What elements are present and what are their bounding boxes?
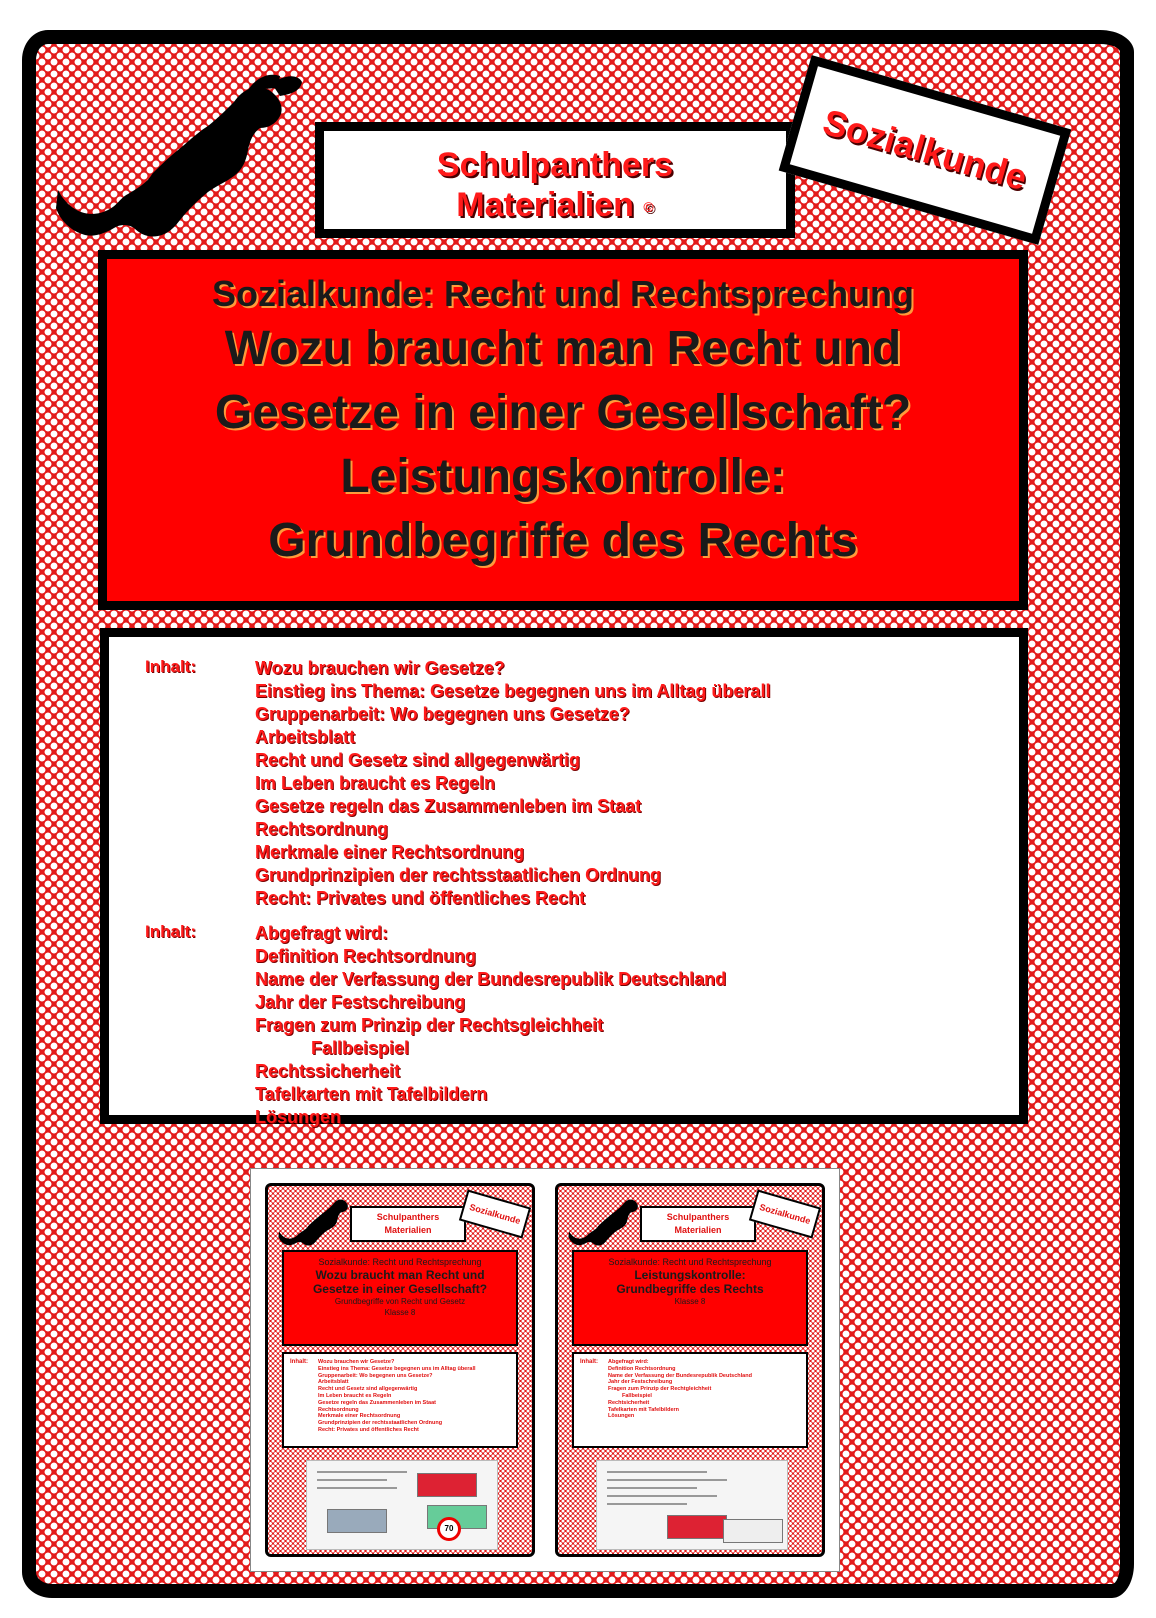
thumb-page-collage: [596, 1460, 788, 1550]
thumb-title-box: Sozialkunde: Recht und Rechtsprechung Leistungskontrolle: Grundbegriffe des Rechts Klasse 8: [572, 1250, 808, 1346]
section-label: Inhalt:: [145, 657, 196, 676]
brand-subtitle: Materialien ©: [456, 186, 654, 224]
list-item: Einstieg ins Thema: Gesetze begegnen uns im Alltag überall: [255, 681, 771, 701]
section-list: [255, 922, 726, 1129]
thumb-brand: Schulpanthers Materialien: [640, 1206, 756, 1242]
list-item: Wozu brauchen wir Gesetze?: [255, 658, 505, 678]
topic-heading: Sozialkunde: Recht und Rechtsprechung: [211, 273, 915, 314]
title-line-1: Wozu braucht man Recht und: [224, 322, 902, 375]
subject-label: Sozialkunde: [818, 100, 1032, 199]
title-line-4: Grundbegriffe des Rechts: [268, 514, 858, 567]
preview-panel: [250, 1168, 840, 1572]
panther-icon: [566, 1194, 646, 1250]
preview-thumbnail-1: [265, 1183, 535, 1557]
list-item: Fallbeispiel: [311, 1038, 410, 1058]
panther-icon: [48, 70, 308, 250]
panther-icon: [276, 1194, 356, 1250]
thumb-contents-box: Inhalt: Wozu brauchen wir Gesetze? Einstieg ins Thema: Gesetze begegnen uns im Alltag überall Gruppenarbeit: Wo begegnen uns Gesetze? Arbeitsblatt Recht und Gesetz sind allgegenwärtig Im Leben braucht es Regeln Gesetze regeln das Zusammenleben im Staat Rechtsordnung Merkmale einer Rechtsordnung Grundprinzipien der rechtsstaatlichen Ordnung Recht: Privates und öffentliches Recht: [282, 1352, 518, 1448]
thumb-subject-card: Sozialkunde: [749, 1190, 821, 1239]
title-line-3: Leistungskontrolle:: [340, 450, 786, 503]
speed-sign-icon: 70: [437, 1517, 461, 1541]
brand-name: Schulpanthers: [436, 146, 674, 184]
title-box: [98, 250, 1028, 610]
list-item: Definition Rechtsordnung: [255, 946, 476, 966]
thumb-page-collage: [306, 1460, 498, 1550]
contents-section-1: [145, 657, 1019, 910]
thumb-contents-box: Inhalt: Abgefragt wird: Definition Rechtsordnung Name der Verfassung der Bundesrepublik Deutschland Jahr der Festschreibung Fragen zum Prinzip der Rechtgleichheit Fallbeispiel Rechtsicherheit Tafelkarten mit Tafelbildern Lösungen: [572, 1352, 808, 1448]
section-list: [255, 657, 770, 910]
list-item: Abgefragt wird:: [255, 923, 388, 943]
copyright-mark: ©: [643, 199, 654, 216]
list-item: Rechtsordnung: [255, 819, 388, 839]
thumb-brand: Schulpanthers Materialien: [350, 1206, 466, 1242]
list-item: Name der Verfassung der Bundesrepublik Deutschland: [255, 969, 727, 989]
list-item: Im Leben braucht es Regeln: [255, 773, 496, 793]
brand-box: [315, 122, 795, 238]
list-item: Gesetze regeln das Zusammenleben im Staat: [255, 796, 642, 816]
section-label: Inhalt:: [145, 922, 196, 941]
list-item: Lösungen: [255, 1107, 341, 1127]
list-item: Gruppenarbeit: Wo begegnen uns Gesetze?: [255, 704, 630, 724]
list-item: Recht: Privates und öffentliches Recht: [255, 888, 586, 908]
title-line-2: Gesetze in einer Gesellschaft?: [214, 386, 912, 439]
list-item: Tafelkarten mit Tafelbildern: [255, 1084, 488, 1104]
preview-thumbnail-2: [555, 1183, 825, 1557]
thumb-title-box: Sozialkunde: Recht und Rechtsprechung Wozu braucht man Recht und Gesetze in einer Gesellschaft? Grundbegriffe von Recht und Gesetz Klasse 8: [282, 1250, 518, 1346]
list-item: Arbeitsblatt: [255, 727, 356, 747]
list-item: Rechtssicherheit: [255, 1061, 401, 1081]
list-item: Grundprinzipien der rechtsstaatlichen Ordnung: [255, 865, 662, 885]
list-item: Fragen zum Prinzip der Rechtsgleichheit: [255, 1015, 604, 1035]
contents-section-2: [145, 922, 1019, 1129]
list-item: Recht und Gesetz sind allgegenwärtig: [255, 750, 581, 770]
list-item: Jahr der Festschreibung: [255, 992, 466, 1012]
contents-box: [100, 628, 1028, 1127]
thumb-subject-card: Sozialkunde: [459, 1190, 531, 1239]
list-item: Merkmale einer Rechtsordnung: [255, 842, 525, 862]
